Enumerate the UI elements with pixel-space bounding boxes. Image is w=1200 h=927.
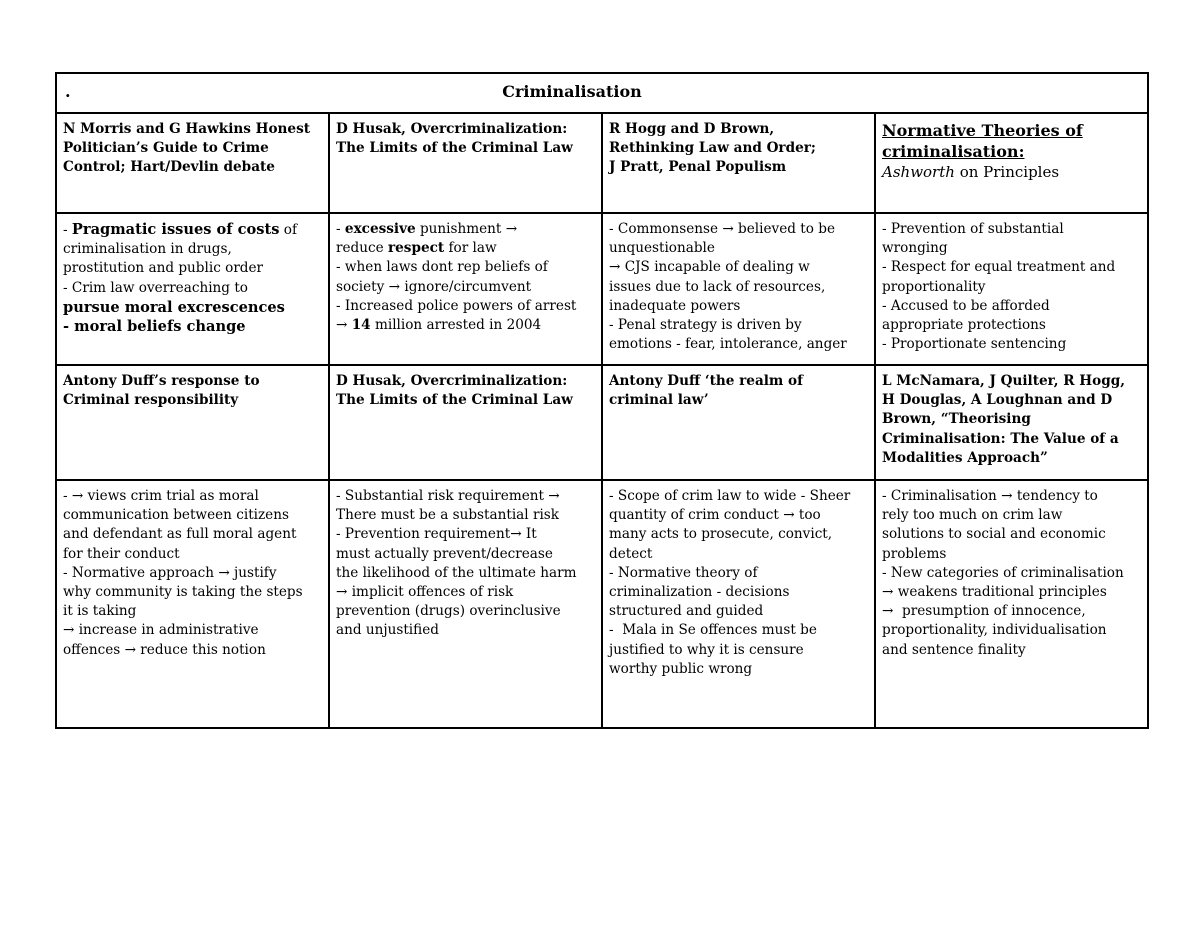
header-duff-realm: [602, 365, 875, 480]
body-line: and sentence finality: [882, 641, 1026, 658]
normative-title-line-2: criminalisation:: [882, 142, 1025, 161]
body-line: society → ignore/circumvent: [336, 278, 532, 295]
text-fragment: of: [279, 222, 297, 238]
body-line: criminalisation in drugs,: [63, 241, 232, 258]
body-line: the likelihood of the ultimate harm: [336, 564, 577, 581]
body-line: justified to why it is censure: [609, 641, 804, 658]
body-line: solutions to social and economic: [882, 526, 1106, 543]
body-line: criminalization - decisions: [609, 584, 790, 601]
header-normative-theories: [875, 113, 1148, 213]
bold-fragment: excessive: [344, 221, 416, 237]
header-line: D Husak, Overcriminalization:: [336, 121, 568, 137]
body-line: and unjustified: [336, 622, 439, 639]
header-line: Criminalisation: The Value of a: [882, 430, 1119, 447]
body-morris-hawkins: [56, 213, 329, 365]
body-line: quantity of crim conduct → too: [609, 507, 821, 524]
body-line: and defendant as full moral agent: [63, 526, 297, 543]
body-line: - Criminalisation → tendency to: [882, 488, 1098, 504]
body-line: appropriate protections: [882, 317, 1046, 334]
body-line: - Normative approach → justify: [63, 564, 277, 581]
on-principles: on Principles: [954, 163, 1060, 181]
text-fragment: million arrested in 2004: [370, 317, 542, 334]
body-line: prostitution and public order: [63, 260, 264, 277]
header-line: J Pratt, Penal Populism: [609, 159, 787, 176]
body-line: many acts to prosecute, convict,: [609, 526, 833, 543]
body-duff-responsibility: [56, 480, 329, 728]
body-line: offences → reduce this notion: [63, 641, 266, 658]
body-line: - Proportionate sentencing: [882, 336, 1067, 353]
body-line: - Scope of crim law to wide - Sheer: [609, 488, 851, 504]
table-title: Criminalisation: [502, 82, 642, 101]
header-line: L McNamara, J Quilter, R Hogg,: [882, 373, 1125, 389]
normative-subtitle: [882, 162, 1141, 183]
header-row-1: [56, 113, 1148, 213]
body-line: → presumption of innocence,: [882, 603, 1086, 620]
body-line: [336, 239, 595, 258]
bold-fragment: 14: [351, 317, 371, 334]
header-line: Criminal responsibility: [63, 392, 239, 409]
title-marker: .: [65, 82, 71, 101]
text-fragment: for law: [444, 240, 497, 257]
header-line: Antony Duff’s response to: [63, 373, 260, 389]
header-line: The Limits of the Criminal Law: [336, 392, 573, 409]
body-line: why community is taking the steps: [63, 584, 303, 601]
body-line: - when laws dont rep beliefs of: [336, 259, 548, 276]
body-line: - Accused to be afforded: [882, 297, 1050, 314]
body-line: - New categories of criminalisation: [882, 564, 1124, 581]
body-line: - Mala in Se offences must be: [609, 622, 817, 639]
body-line: [336, 220, 595, 239]
header-line: N Morris and G Hawkins Honest: [63, 121, 310, 137]
body-line: - Prevention of substantial: [882, 221, 1064, 237]
body-line: → weakens traditional principles: [882, 584, 1107, 601]
body-line: proportionality: [882, 278, 986, 295]
body-duff-realm: [602, 480, 875, 728]
body-line: - Commonsense → believed to be: [609, 221, 835, 237]
text-fragment: -: [336, 221, 345, 237]
body-line: - Penal strategy is driven by: [609, 317, 802, 334]
body-line: - → views crim trial as moral: [63, 488, 259, 504]
body-line: detect: [609, 545, 653, 562]
body-line: for their conduct: [63, 545, 180, 562]
title-cell: [56, 73, 1148, 113]
body-normative-theories: [875, 213, 1148, 365]
body-row-1: [56, 213, 1148, 365]
body-husak-2: [329, 480, 602, 728]
body-line: prevention (drugs) overinclusive: [336, 603, 561, 620]
body-line: - moral beliefs change: [63, 318, 246, 336]
body-row-2: [56, 480, 1148, 728]
body-line: → implicit offences of risk: [336, 584, 514, 601]
body-line: communication between citizens: [63, 507, 289, 524]
header-line: D Husak, Overcriminalization:: [336, 373, 568, 389]
header-husak-2: [329, 365, 602, 480]
header-line: Control; Hart/Devlin debate: [63, 159, 275, 176]
bold-fragment: Pragmatic issues of costs: [71, 221, 280, 238]
body-line: - Crim law overreaching to: [63, 279, 248, 296]
header-line: Politician’s Guide to Crime: [63, 140, 269, 157]
body-line: - Increased police powers of arrest: [336, 297, 577, 314]
body-line: it is taking: [63, 603, 137, 620]
body-line: issues due to lack of resources,: [609, 278, 826, 295]
body-line: → CJS incapable of dealing w: [609, 259, 810, 276]
header-line: criminal law’: [609, 392, 709, 409]
criminalisation-table: [55, 72, 1149, 729]
body-husak-1: [329, 213, 602, 365]
body-line: wronging: [882, 240, 948, 257]
body-line: unquestionable: [609, 240, 715, 257]
body-line: - Substantial risk requirement →: [336, 488, 560, 504]
body-line: [336, 316, 595, 335]
body-hogg-brown-pratt: [602, 213, 875, 365]
header-duff-responsibility: [56, 365, 329, 480]
normative-title-line-1: Normative Theories of: [882, 121, 1083, 140]
text-fragment: -: [63, 222, 72, 238]
body-line: pursue moral excrescences: [63, 298, 285, 316]
header-line: Modalities Approach”: [882, 449, 1048, 466]
body-line: proportionality, individualisation: [882, 622, 1107, 639]
body-line: - Respect for equal treatment and: [882, 259, 1116, 276]
body-line: emotions - fear, intolerance, anger: [609, 336, 847, 353]
ashworth-name: Ashworth: [882, 163, 955, 181]
body-line: inadequate powers: [609, 297, 741, 314]
body-line: problems: [882, 545, 947, 562]
body-line: - Prevention requirement→ It: [336, 526, 537, 543]
header-line: H Douglas, A Loughnan and D: [882, 392, 1113, 409]
body-line: must actually prevent/decrease: [336, 545, 553, 562]
header-line: Rethinking Law and Order;: [609, 140, 816, 157]
text-fragment: reduce: [336, 240, 388, 257]
header-line: Brown, “Theorising: [882, 411, 1031, 428]
header-line: The Limits of the Criminal Law: [336, 140, 573, 157]
header-row-2: [56, 365, 1148, 480]
text-fragment: punishment →: [415, 221, 518, 237]
bold-fragment: respect: [387, 240, 445, 257]
body-line: → increase in administrative: [63, 622, 259, 639]
body-line: There must be a substantial risk: [336, 507, 560, 524]
body-line: - Normative theory of: [609, 564, 758, 581]
body-mcnamara-et-al: [875, 480, 1148, 728]
header-husak-1: [329, 113, 602, 213]
text-fragment: →: [336, 317, 352, 334]
body-line: worthy public wrong: [609, 660, 753, 677]
body-line: [63, 220, 322, 240]
header-mcnamara-et-al: [875, 365, 1148, 480]
body-line: rely too much on crim law: [882, 507, 1063, 524]
body-line: structured and guided: [609, 603, 764, 620]
header-line: Antony Duff ‘the realm of: [609, 373, 803, 389]
header-hogg-brown-pratt: [602, 113, 875, 213]
header-line: R Hogg and D Brown,: [609, 121, 775, 137]
header-morris-hawkins: [56, 113, 329, 213]
